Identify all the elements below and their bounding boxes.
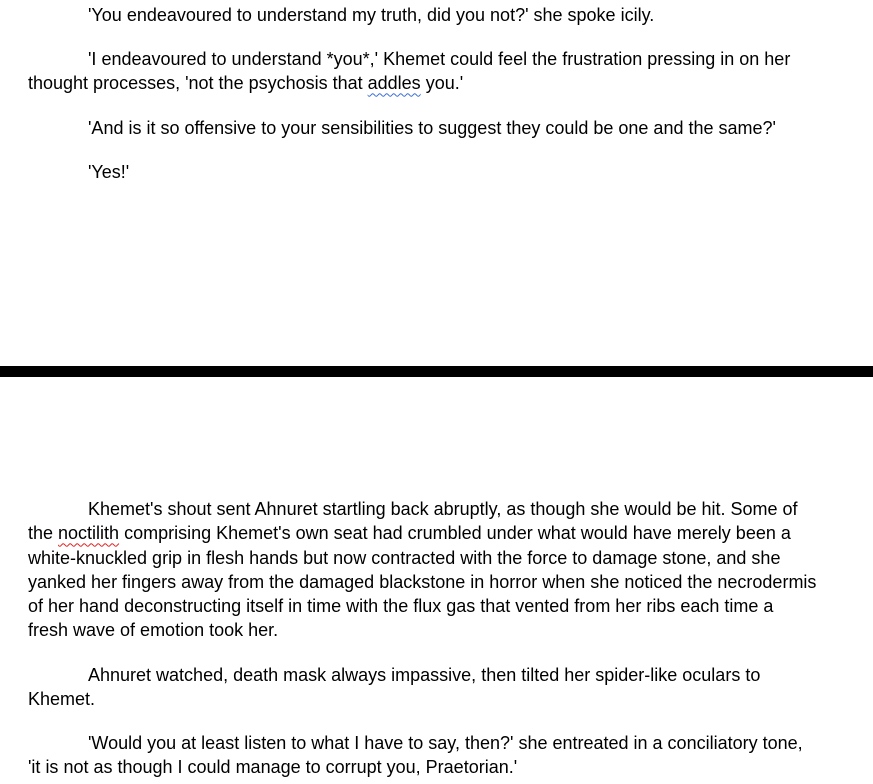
paragraph-3[interactable]: 'And is it so offensive to your sensibilities to suggest they could be one and the same?' xyxy=(88,118,776,138)
paragraph-2[interactable] xyxy=(28,47,818,96)
paragraph-2-text-after: you.' xyxy=(420,73,464,94)
paragraph-1[interactable]: 'You endeavoured to understand my truth, did you not?' she spoke icily. xyxy=(88,5,655,25)
paragraph-6[interactable]: Ahnuret watched, death mask always impassive, then tilted her spider-like oculars to Khemet. xyxy=(28,665,761,710)
spelling-flagged-word[interactable]: noctilith xyxy=(58,523,120,544)
paragraph-5[interactable] xyxy=(28,497,818,643)
paragraph-4[interactable]: 'Yes!' xyxy=(88,162,130,182)
paragraph-2-text-before: 'I endeavoured to understand *you*,' Khemet could feel the frustration pressing in on her thought processes, 'not the psychosis that xyxy=(28,49,791,94)
paragraph-5-text-before: Khemet's shout sent Ahnuret startling back abruptly, as though she would be hit. Some of the xyxy=(28,499,798,544)
paragraph-7[interactable]: 'Would you at least listen to what I have to say, then?' she entreated in a conciliatory tone, 'it is not as though I could manage to corrupt you, Praetorian.' xyxy=(28,733,803,778)
grammar-flagged-word[interactable]: addles xyxy=(367,73,421,94)
document-page-bottom xyxy=(0,377,873,784)
document-page-top xyxy=(0,0,873,366)
paragraph-5-text-after: comprising Khemet's own seat had crumbled under what would have merely been a white-knuckled grip in flesh hands but now contracted with the force to damage stone, and she yanked her fingers away from the damaged blackstone in horror when she noticed the necrodermis of her hand deconstructing itself in time with the flux gas that vented from her ribs each time a fresh wave of emotion took her. xyxy=(28,523,817,641)
page-break-divider xyxy=(0,366,873,377)
